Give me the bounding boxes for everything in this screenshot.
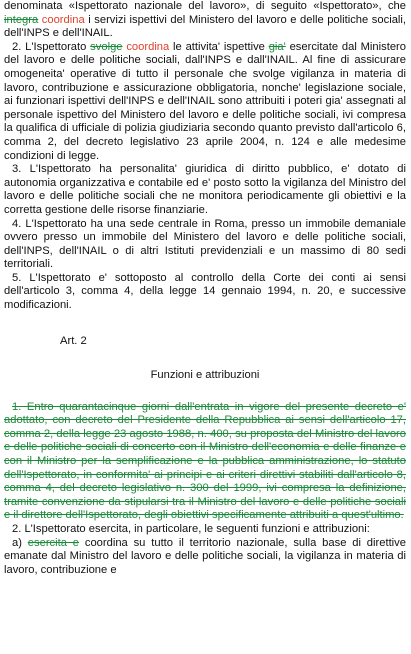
paragraph-a (4, 537, 406, 578)
paragraph-4: 4. L'Ispettorato ha una sede centrale in Roma, presso un immobile demaniale ovvero presso un immobile del Ministero del lavoro e delle politiche sociali, dell'INPS, dell'INAIL o di altri Istituti previdenziali e un massimo di 80 sedi territoriali. (4, 217, 406, 271)
inserted-text: coordina (126, 40, 170, 53)
paragraph-intro (4, 0, 406, 41)
deleted-text: integra (4, 13, 39, 26)
text: i servizi ispettivi del Ministero del lavoro e delle politiche sociali, dell'INPS e dell'INAIL. (4, 13, 406, 40)
article-label: Art. 2 (60, 334, 87, 347)
deleted-block (4, 401, 406, 523)
deleted-text: svolge (90, 40, 123, 53)
section-title: Funzioni e attribuzioni (150, 368, 260, 381)
text: denominata «Ispettorato nazionale del lavoro», di seguito «Ispettorato», che (4, 0, 406, 12)
inserted-text: coordina (41, 13, 85, 26)
text: a) (12, 536, 28, 549)
paragraph-3: 3. L'Ispettorato ha personalita' giuridica di diritto pubblico, e' dotato di autonomia organizzativa e contabile ed e' posto sotto la vigilanza del Ministro del lavoro e delle politiche sociali che ne monitora periodicamente gli obiettivi e la corretta gestione delle risorse finanziarie. (4, 163, 406, 216)
text: esercitate dal Ministero del lavoro e delle politiche sociali, dall'INPS e dall'INAIL. Al fine di assicurare omogeneita' operative di tutto il personale che svolge vigilanza in materia di lavoro, contribuzione e assicurazione obbligatoria, nonche' legislazione sociale, ai funzionari ispettivi dell'INPS e dell'INAIL sono attribuiti i poteri gia' assegnati al personale ispettivo del Ministero del lavoro e delle politiche sociali, ivi compresa la qualifica di ufficiale di polizia giudiziaria secondo quanto previsto dall'articolo 6, comma 2, del decreto legislativo 23 aprile 2004, n. 124 e alle medesime condizioni di legge. (4, 40, 406, 162)
deleted-text: esercita e (27, 536, 80, 549)
deleted-text: gia' (268, 40, 286, 53)
text: coordina su tutto il territorio nazionale, sulla base di direttive emanate dal Ministro del lavoro e delle politiche sociali, la vigilanza in materia di lavoro, contribuzione e (4, 536, 406, 576)
paragraph-2 (4, 41, 406, 163)
text: le attivita' ispettive (169, 40, 269, 53)
paragraph-2b: 2. L'Ispettorato esercita, in particolare, le seguenti funzioni e attribuzioni: (12, 523, 370, 535)
deleted-paragraph-1: 1. Entro quarantacinque giorni dall'entrata in vigore del presente decreto e' adottato, con decreto del Presidente della Repubblica ai sensi dell'articolo 17, comma 2, della legge 23 agosto 1988, n. 400, su proposta del Ministro del lavoro e delle politiche sociali di concerto con il Ministro dell'economia e delle finanze e con il Ministro per la semplificazione e la pubblica amministrazione, lo statuto dell'Ispettorato, in conformita' ai principi e ai criteri direttivi stabiliti dall'articolo 8, comma 4, del decreto legislativo n. 300 del 1999, ivi compresa la definizione, tramite convenzione da stipularsi tra il Ministro del lavoro e delle politiche sociali e il direttore dell'Ispettorato, degli obiettivi specificamente attribuiti a quest'ultimo. (4, 400, 406, 522)
paragraph-5: 5. L'Ispettorato e' sottoposto al controllo della Corte dei conti ai sensi dell'articolo 3, comma 4, della legge 14 gennaio 1994, n. 20, e successive modificazioni. (4, 271, 406, 312)
text: 2. L'Ispettorato (12, 40, 91, 53)
